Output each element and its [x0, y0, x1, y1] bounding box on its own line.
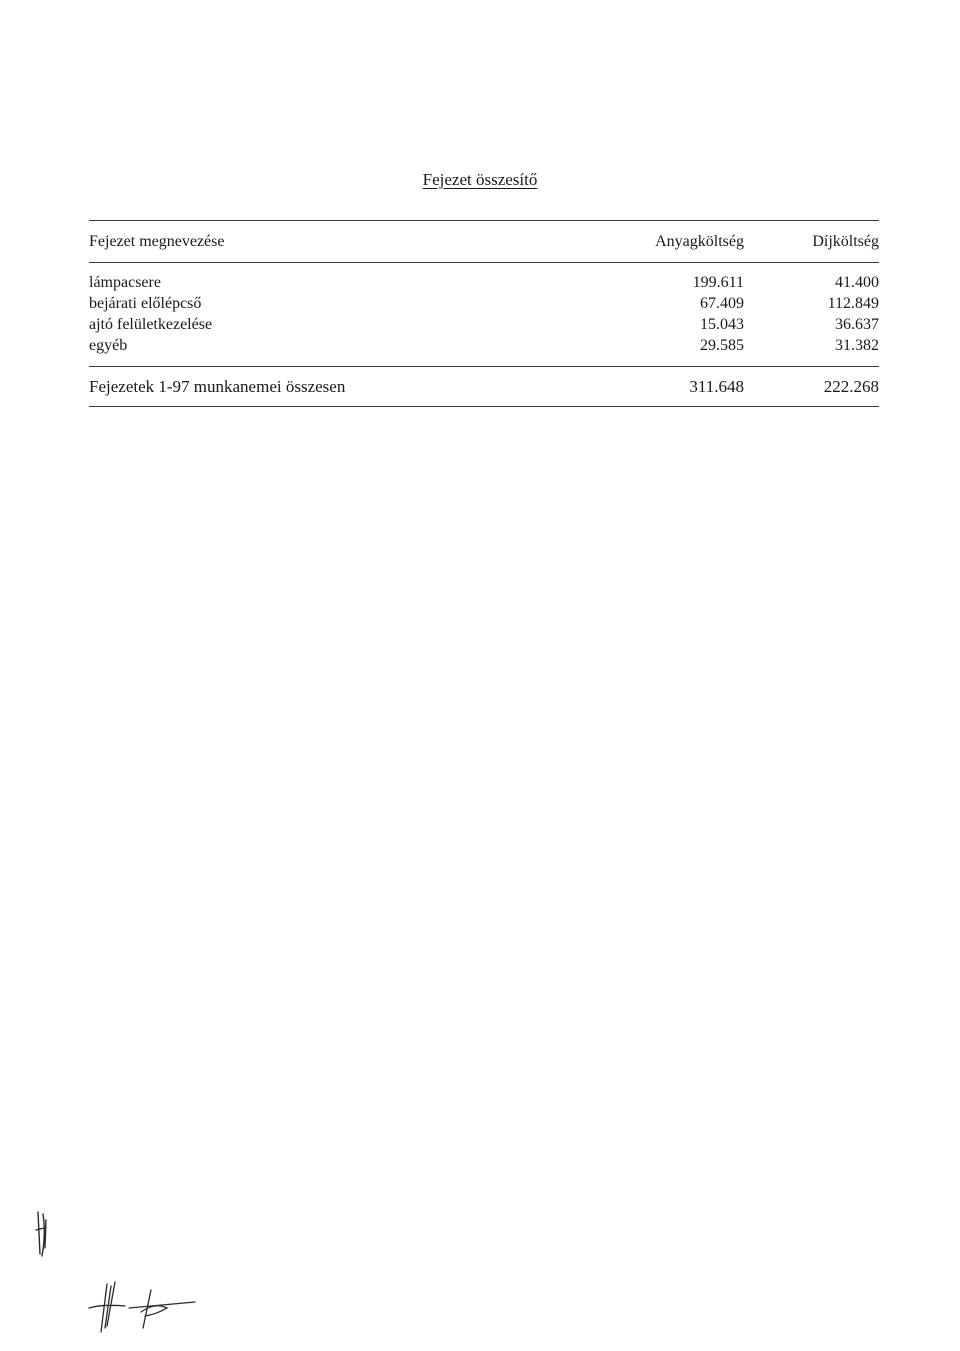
total-bottom-rule	[89, 406, 879, 407]
total-label: Fejezetek 1-97 munkanemei összesen	[89, 377, 346, 396]
row-material-cost: 15.043	[700, 316, 744, 333]
column-header-name: Fejezet megnevezése	[89, 233, 225, 250]
total-row	[89, 377, 879, 397]
row-labor-cost: 41.400	[835, 274, 879, 291]
row-material-cost: 29.585	[700, 337, 744, 354]
row-labor-cost: 112.849	[827, 295, 879, 312]
total-top-rule	[89, 366, 879, 367]
row-name: bejárati előlépcső	[89, 295, 202, 312]
table-top-rule	[89, 220, 879, 221]
column-header-labor: Díjköltség	[812, 233, 879, 250]
row-labor-cost: 36.637	[835, 316, 879, 333]
table-row	[89, 273, 879, 293]
row-name: lámpacsere	[89, 274, 161, 291]
initials-signature	[85, 1278, 205, 1338]
row-labor-cost: 31.382	[835, 337, 879, 354]
column-header-material: Anyagköltség	[655, 233, 744, 250]
table-row	[89, 315, 879, 335]
table-row	[89, 294, 879, 314]
total-material-cost: 311.648	[689, 377, 744, 396]
row-name: ajtó felületkezelése	[89, 316, 213, 333]
table-header-row	[89, 232, 879, 252]
signature-mark	[30, 1210, 70, 1270]
table-row	[89, 336, 879, 356]
total-labor-cost: 222.268	[823, 377, 879, 396]
page-title: Fejezet összesítő	[422, 170, 538, 189]
row-material-cost: 199.611	[692, 274, 744, 291]
header-bottom-rule	[89, 262, 879, 263]
row-material-cost: 67.409	[700, 295, 744, 312]
row-name: egyéb	[89, 337, 128, 354]
